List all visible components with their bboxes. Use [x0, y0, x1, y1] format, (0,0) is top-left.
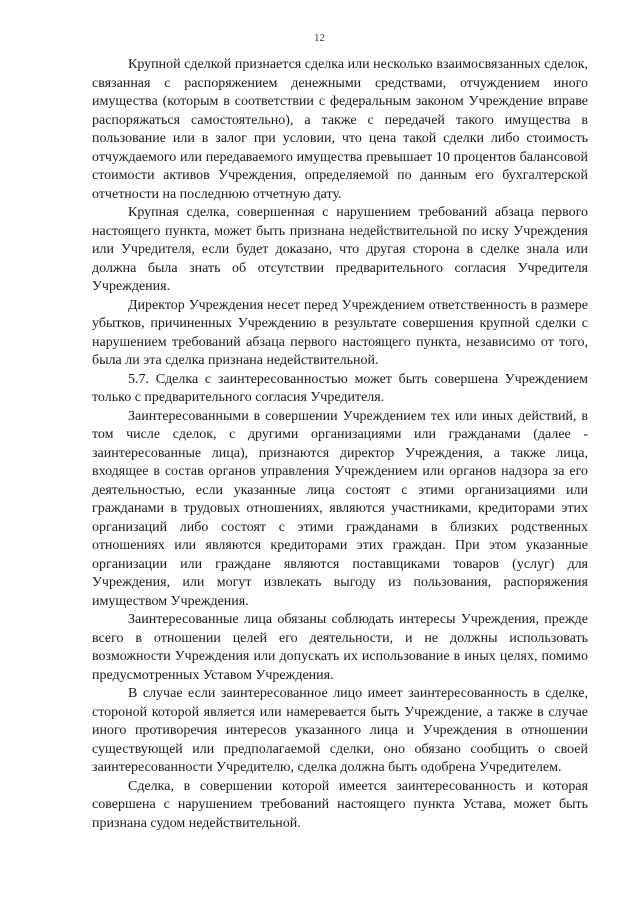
page-number: 12 — [314, 32, 325, 44]
document-body — [92, 56, 588, 833]
paragraph-major-transaction-definition: Крупной сделкой признается сделка или несколько взаимосвязанных сделок, связанная с распоряжением денежными средствами, отчуждением иного имущества (которым в соответствии с федеральным законом Учреждение вправе распоряжаться самостоятельно), а также с передачей такого имущества в пользование или в залог при условии, что цена такой сделки либо стоимость отчуждаемого или передаваемого имущества превышает 10 процентов балансовой стоимости активов Учреждения, определяемой по данным его бухгалтерской отчетности на последнюю отчетную дату. — [92, 57, 588, 202]
paragraph-interested-parties-duties: Заинтересованные лица обязаны соблюдать интересы Учреждения, прежде всего в отношении целей его деятельности, и не должны использовать возможности Учреждения или допускать их использование в иных целях, помимо предусмотренных Уставом Учреждения. — [92, 612, 588, 683]
paragraph-interested-transaction-invalidity: Сделка, в совершении которой имеется заинтересованность и которая совершена с нарушением требований настоящего пункта Устава, может быть признана судом недействительной. — [92, 778, 588, 831]
paragraph-major-transaction-invalidity: Крупная сделка, совершенная с нарушением требований абзаца первого настоящего пункта, может быть признана недействительной по иску Учреждения или Учредителя, если будет доказано, что другая сторона в сделке знала или должна была знать об отсутствии предварительного согласия Учредителя Учреждения. — [92, 205, 588, 294]
paragraph-clause-5-7: 5.7. Сделка с заинтересованностью может быть совершена Учреждением только с предварительного согласия Учредителя. — [92, 371, 588, 405]
paragraph-director-liability: Директор Учреждения несет перед Учреждением ответственность в размере убытков, причиненных Учреждению в результате совершения крупной сделки с нарушением требований абзаца первого настоящего пункта, независимо от того, была ли эта сделка признана недействительной. — [92, 297, 588, 368]
paragraph-interested-parties: Заинтересованными в совершении Учреждением тех или иных действий, в том числе сделок, с другими организациями или гражданами (далее - заинтересованные лица), признаются директор Учреждения, а также лица, входящее в состав органов управления Учреждением или органов надзора за его деятельностью, если указанные лица состоят с этими организациями или гражданами в трудовых отношениях, являются участниками, кредиторами этих организаций либо состоят с этими гражданами в близких родственных отношениях или являются кредиторами этих граждан. При этом указанные организации или граждане являются поставщиками товаров (услуг) для Учреждения, или могут извлекать выгоду из пользования, распоряжения имуществом Учреждения. — [92, 408, 588, 609]
paragraph-conflict-of-interest: В случае если заинтересованное лицо имеет заинтересованность в сделке, стороной которой является или намеревается быть Учреждение, а также в случае иного противоречия интересов указанного лица и Учреждения в отношении существующей или предполагаемой сделки, оно обязано сообщить о своей заинтересованности Учредителю, сделка должна быть одобрена Учредителем. — [92, 686, 588, 775]
